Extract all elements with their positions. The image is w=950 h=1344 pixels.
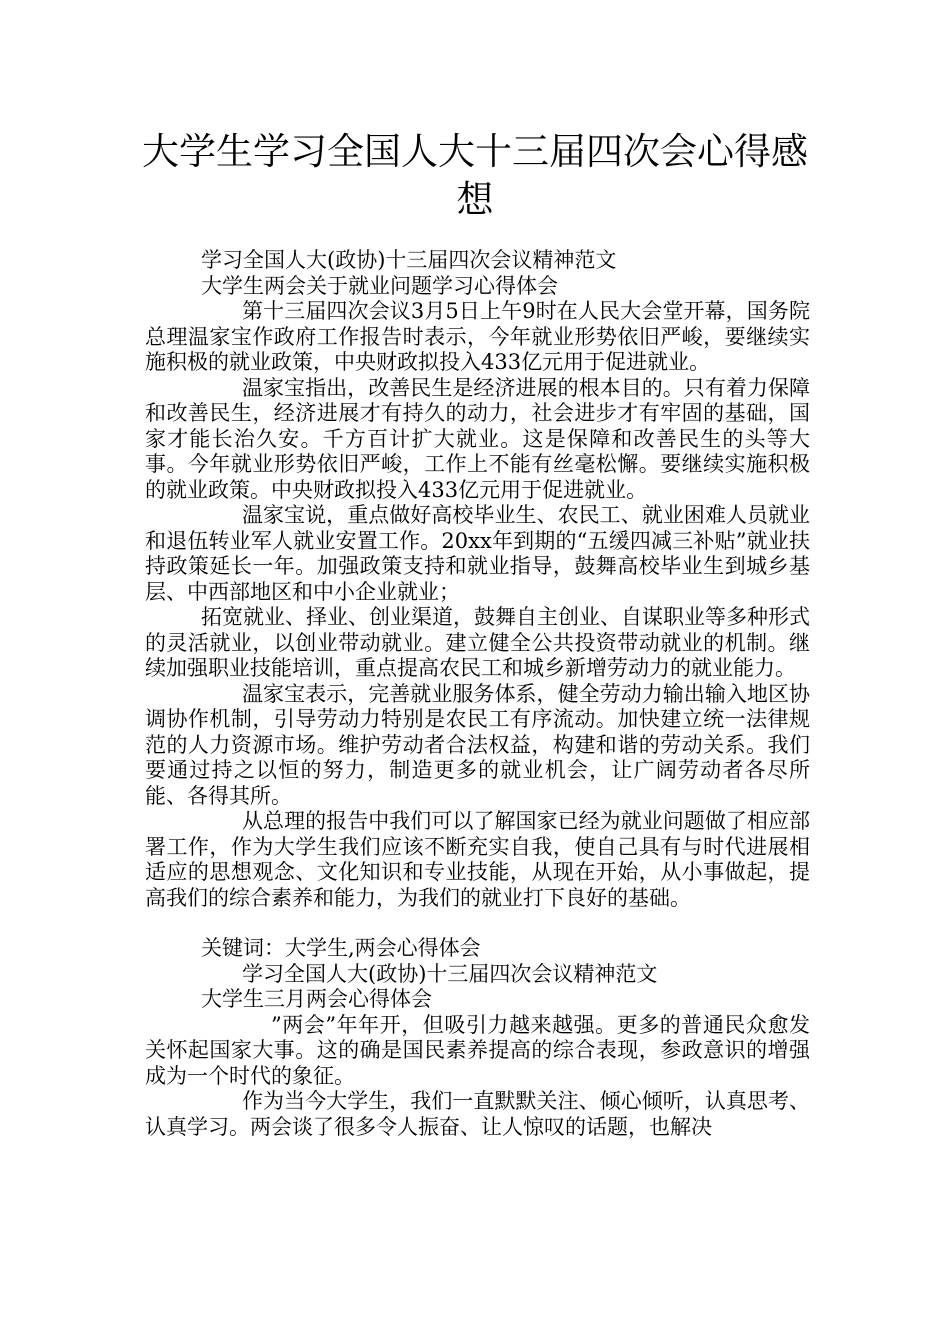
subtitle-line: 大学生三月两会心得体会 [201, 987, 432, 1011]
subtitle-line: 学习全国人大(政协)十三届四次会议精神范文 [242, 961, 658, 986]
keywords-line: 关键词：大学生,两会心得体会 [201, 936, 481, 960]
body-paragraph: 第十三届四次会议3月5日上午9时在人民大会堂开幕，国务院总理温家宝作政府工作报告时表示，今年就业形势依旧严峻，要继续实施积极的就业政策，中央财政拟投入433亿元用于促进就业。 [145, 299, 810, 374]
body-paragraph: 温家宝表示，完善就业服务体系，健全劳动力输出输入地区协调协作机制，引导劳动力特别是农民工有序流动。加快建立统一法律规范的人力资源市场。维护劳动者合法权益，构建和谐的劳动关系。我们要通过持之以恒的努力，制造更多的就业机会，让广阔劳动者各尽所能、各得其所。 [145, 681, 810, 808]
body-paragraph: 拓宽就业、择业、创业渠道，鼓舞自主创业、自谋职业等多种形式的灵活就业，以创业带动就业。建立健全公共投资带动就业的机制。继续加强职业技能培训，重点提高农民工和城乡新增劳动力的就业能力。 [145, 605, 810, 680]
body-paragraph: 温家宝说，重点做好高校毕业生、农民工、就业困难人员就业和退伍转业军人就业安置工作。20xx年到期的“五缓四减三补贴”就业扶持政策延长一年。加强政策支持和就业指导，鼓舞高校毕业生到城乡基层、中西部地区和中小企业就业； [145, 503, 810, 604]
document-title: 大学生学习全国人大十三届四次会心得感想 [142, 130, 808, 221]
body-paragraph: 从总理的报告中我们可以了解国家已经为就业问题做了相应部署工作，作为大学生我们应该不断充实自我，使自己具有与时代进展相适应的思想观念、文化知识和专业技能，从现在开始，从小事做起，提高我们的综合素养和能力，为我们的就业打下良好的基础。 [145, 809, 810, 910]
body-paragraph: 作为当今大学生，我们一直默默关注、倾心倾听，认真思考、认真学习。两会谈了很多令人振奋、让人惊叹的话题，也解决 [145, 1089, 810, 1139]
subtitle-line: 大学生两会关于就业问题学习心得体会 [201, 273, 558, 298]
body-paragraph: 温家宝指出，改善民生是经济进展的根本目的。只有着力保障和改善民生，经济进展才有持久的动力，社会进步才有牢固的基础，国家才能长治久安。千方百计扩大就业。这是保障和改善民生的头等大事。今年就业形势依旧严峻，工作上不能有丝毫松懈。要继续实施积极的就业政策。中央财政拟投入433亿元用于促进就业。 [145, 375, 810, 502]
paragraph-spacer [145, 911, 810, 936]
subtitle-line: 学习全国人大(政协)十三届四次会议精神范文 [201, 248, 617, 272]
document-body [145, 248, 810, 1140]
body-paragraph: ”两会”年年开，但吸引力越来越强。更多的普通民众愈发关怀起国家大事。这的确是国民素养提高的综合表现，参政意识的增强成为一个时代的象征。 [145, 1012, 810, 1088]
